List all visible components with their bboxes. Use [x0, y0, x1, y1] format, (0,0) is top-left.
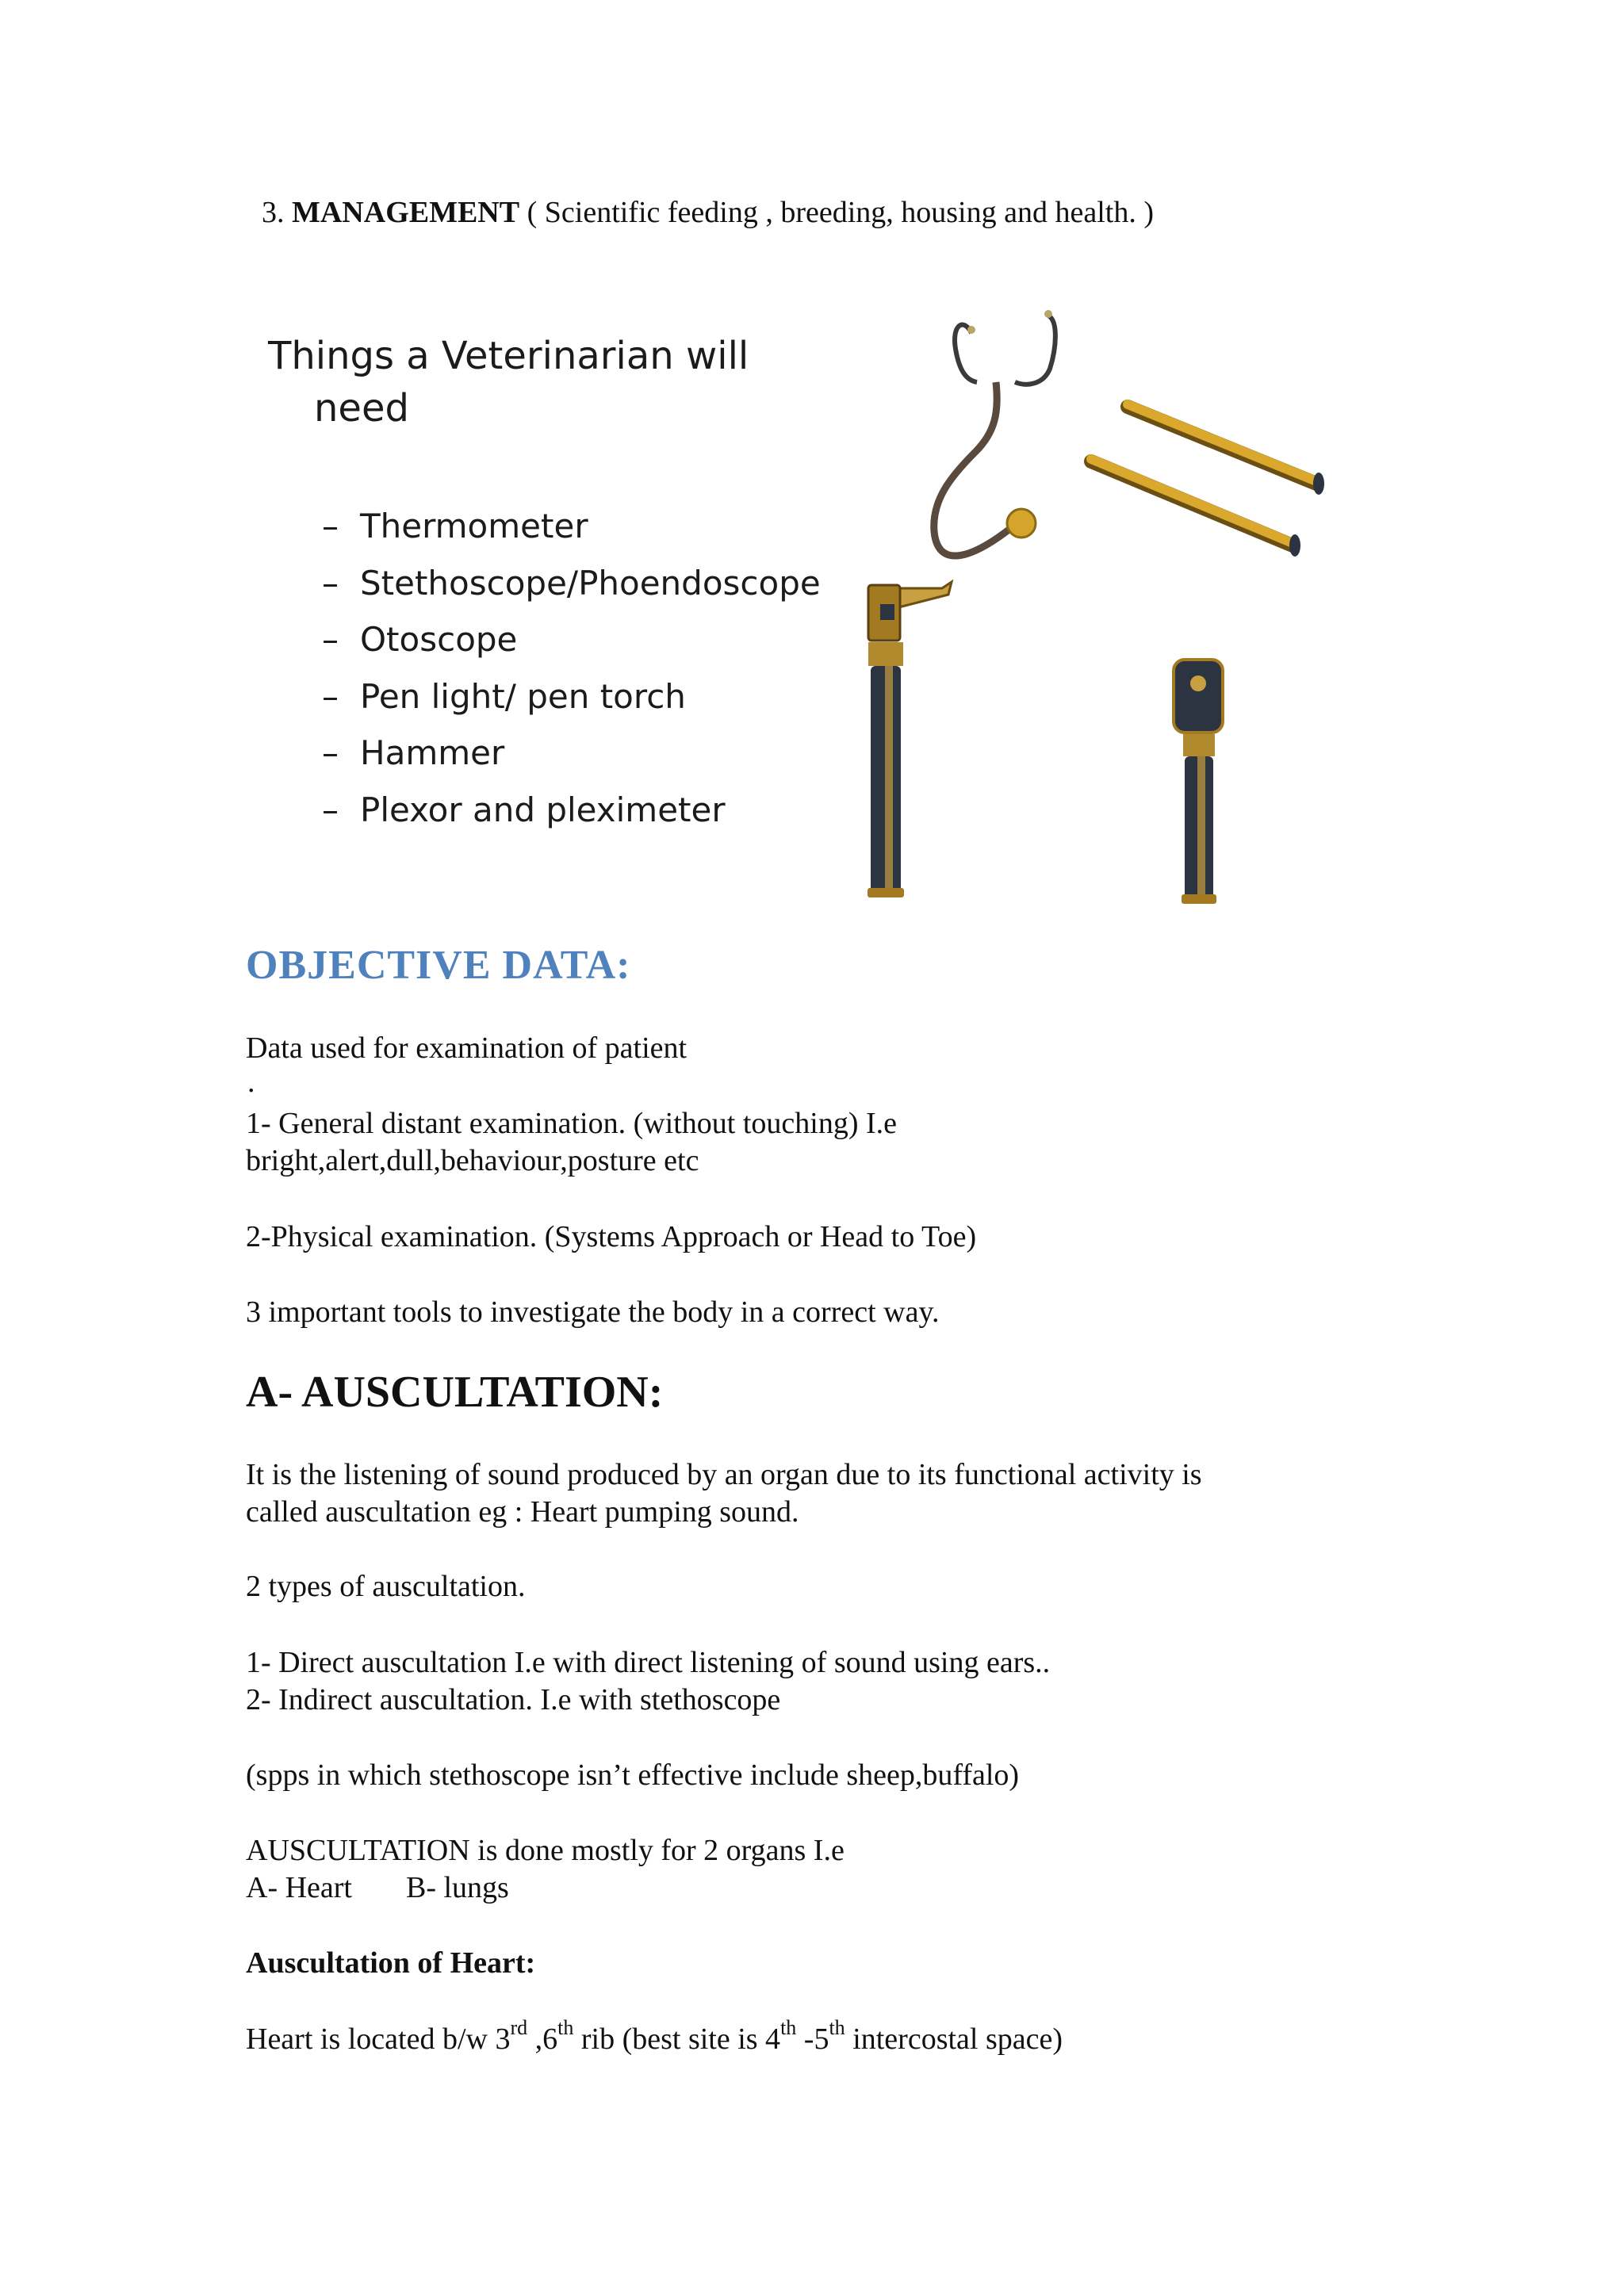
heart-location-text: [246, 2016, 1063, 2057]
ordinal-suffix: th: [557, 2016, 574, 2040]
stethoscope-icon: [934, 310, 1055, 556]
list-dash: –: [322, 790, 339, 829]
organ-heart: A- Heart: [246, 1871, 352, 1904]
list-dash: –: [322, 563, 339, 603]
ophthalmoscope-icon: [1174, 660, 1223, 904]
auscultation-definition-line1: It is the listening of sound produced by an organ due to its functional activity is: [246, 1458, 1202, 1491]
exam-item-2: 2-Physical examination. (Systems Approach or Head to Toe): [246, 1220, 977, 1253]
list-dash: –: [322, 733, 339, 772]
heart-text-part: -5: [796, 2022, 829, 2056]
auscultation-type-1: 1- Direct auscultation I.e with direct listening of sound using ears..: [246, 1646, 1051, 1679]
tool-label: Thermometer: [360, 507, 588, 545]
objective-data-heading: OBJECTIVE DATA:: [246, 943, 631, 988]
heart-text-part: intercostal space): [845, 2022, 1063, 2056]
tool-label: Otoscope: [360, 620, 518, 659]
list-dash: –: [322, 676, 339, 716]
veterinarian-tools-figure: [254, 293, 1380, 912]
thermometer-icon: [1091, 404, 1324, 557]
objective-intro: Data used for examination of patient: [246, 1031, 688, 1065]
figure-title-line1: Things a Veterinarian will: [268, 334, 749, 378]
tool-label: Stethoscope/Phoendoscope: [360, 563, 821, 603]
auscultation-definition-line2: called auscultation eg : Heart pumping sound.: [246, 1495, 799, 1529]
list-dash: –: [322, 507, 339, 545]
heart-auscultation-heading: Auscultation of Heart:: [246, 1946, 536, 1980]
organ-lungs: B- lungs: [405, 1871, 509, 1904]
heart-text-part: Heart is located b/w 3: [246, 2022, 511, 2056]
instrument-illustrations: [254, 293, 1380, 912]
management-heading: MANAGEMENT: [292, 196, 520, 229]
heart-text-part: rib (best site is 4: [573, 2022, 781, 2056]
tool-label: Hammer: [360, 733, 505, 772]
auscultation-organs-list: [246, 1869, 509, 1906]
management-line: [262, 194, 1154, 231]
exam-item-1-line1: 1- General distant examination. (without touching) I.e: [246, 1107, 897, 1140]
auscultation-heading: A- AUSCULTATION:: [246, 1368, 664, 1417]
otoscope-icon: [868, 582, 952, 897]
heart-text-part: ,6: [527, 2022, 558, 2056]
ordinal-suffix: th: [780, 2016, 797, 2040]
exam-item-1-line2: bright,alert,dull,behaviour,posture etc: [246, 1144, 699, 1177]
tools-sentence: 3 important tools to investigate the body in a correct way.: [246, 1295, 940, 1329]
stethoscope-species-note: (spps in which stethoscope isn’t effective include sheep,buffalo): [246, 1758, 1020, 1792]
management-detail: ( Scientific feeding , breeding, housing and health. ): [527, 196, 1154, 229]
auscultation-organs-line: AUSCULTATION is done mostly for 2 organs I.e: [246, 1834, 845, 1867]
objective-dot: .: [247, 1066, 255, 1099]
management-number: 3.: [262, 196, 285, 229]
list-dash: –: [322, 620, 339, 659]
ordinal-suffix: rd: [510, 2016, 528, 2040]
tool-label: Pen light/ pen torch: [360, 676, 686, 716]
auscultation-types-intro: 2 types of auscultation.: [246, 1570, 526, 1603]
ordinal-suffix: th: [829, 2016, 845, 2040]
figure-title-line2: need: [314, 386, 409, 430]
auscultation-type-2: 2- Indirect auscultation. I.e with stethoscope: [246, 1683, 781, 1716]
tool-label: Plexor and pleximeter: [360, 790, 726, 829]
